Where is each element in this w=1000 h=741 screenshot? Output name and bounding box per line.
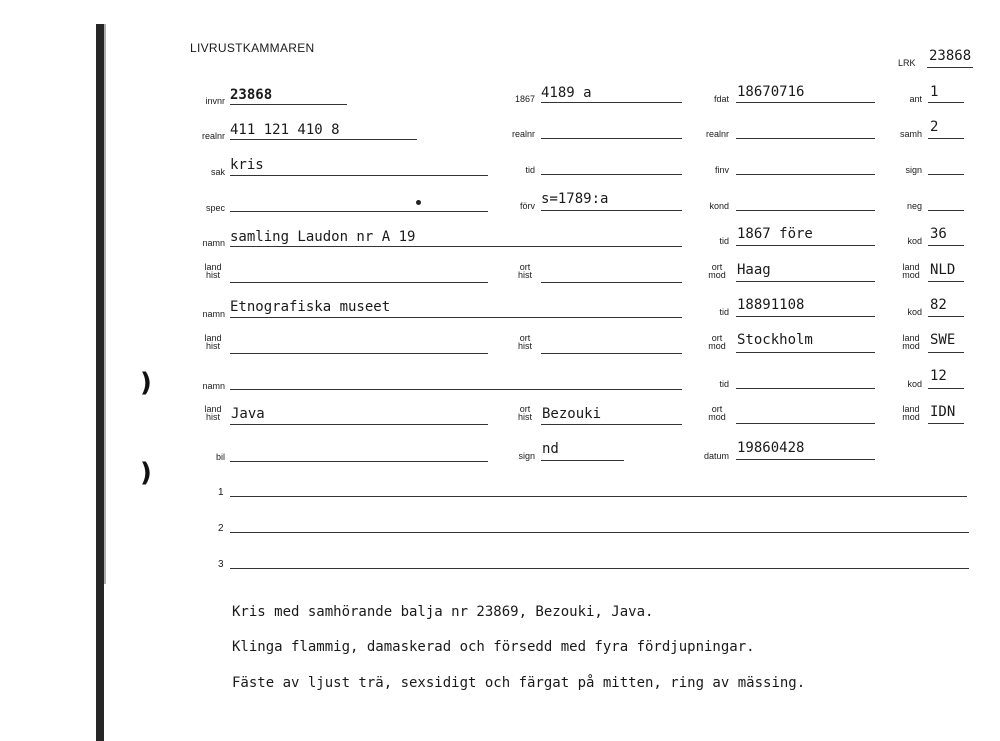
ort-mod3-label: ort mod bbox=[708, 404, 726, 422]
forv-value: s=1789:a bbox=[541, 191, 609, 207]
land-hist3-line bbox=[230, 424, 488, 425]
invnr-value: 23868 bbox=[230, 87, 273, 103]
ant-value: 1 bbox=[930, 84, 939, 100]
land-hist1-label: land hist bbox=[204, 262, 222, 280]
tid2-value: 18891108 bbox=[737, 297, 805, 313]
binder-edge bbox=[96, 24, 104, 741]
row-line-2 bbox=[230, 532, 969, 533]
tid1-label: tid bbox=[719, 236, 729, 246]
description-line: Klinga flammig, damaskerad och försedd med fyra fördjupningar. bbox=[232, 639, 755, 655]
tid1-value: 1867 före bbox=[737, 226, 813, 242]
land-hist1-line bbox=[230, 282, 488, 283]
neg-label: neg bbox=[906, 201, 922, 211]
lrk-value: 23868 bbox=[929, 48, 972, 64]
description-line: Fäste av ljust trä, sexsidigt och färgat på mitten, ring av mässing. bbox=[232, 675, 806, 691]
land-mod2-value: SWE bbox=[930, 332, 956, 348]
bil-label: bil bbox=[215, 452, 225, 462]
binder-shadow bbox=[104, 24, 106, 584]
ort-hist3-line bbox=[541, 424, 682, 425]
y1867-label: 1867 bbox=[514, 94, 535, 104]
spec-label: spec bbox=[205, 203, 225, 213]
fdat-value: 18670716 bbox=[737, 84, 805, 100]
sak-line bbox=[230, 175, 488, 176]
finv-label: finv bbox=[714, 165, 729, 175]
land-hist2-line bbox=[230, 353, 488, 354]
sign-value-label: sign bbox=[518, 451, 535, 461]
punch-hole-icon: ) bbox=[140, 368, 152, 398]
datum-label: datum bbox=[703, 451, 729, 461]
row-number-1: 1 bbox=[218, 487, 224, 498]
y1867-line bbox=[541, 102, 682, 103]
tid2-label: tid bbox=[719, 307, 729, 317]
lrk-line bbox=[927, 67, 973, 68]
land-mod3-line bbox=[928, 423, 964, 424]
ort-mod1-line bbox=[736, 281, 875, 282]
namn2-value: Etnografiska museet bbox=[230, 299, 391, 315]
ort-hist1-label: ort hist bbox=[517, 262, 532, 280]
y1867-value: 4189 a bbox=[541, 85, 592, 101]
tid-label: tid bbox=[525, 165, 535, 175]
ort-hist3-value: Bezouki bbox=[542, 406, 602, 422]
invnr-line bbox=[230, 104, 347, 105]
tid3-label: tid bbox=[719, 379, 729, 389]
land-mod2-line bbox=[928, 352, 964, 353]
ort-mod2-label: ort mod bbox=[708, 333, 726, 351]
ant-line bbox=[928, 102, 964, 103]
land-hist3-value: Java bbox=[231, 406, 265, 422]
kod1-line bbox=[928, 245, 964, 246]
sign-line bbox=[928, 174, 964, 175]
namn1-label: namn bbox=[202, 238, 225, 248]
realnr-value: 411 121 410 8 bbox=[230, 122, 340, 138]
kod3-line bbox=[928, 388, 964, 389]
kod1-label: kod bbox=[907, 236, 922, 246]
row-number-2: 2 bbox=[218, 523, 224, 534]
land-mod2-label: land mod bbox=[902, 333, 920, 351]
spec-line bbox=[230, 211, 488, 212]
land-mod1-value: NLD bbox=[930, 262, 956, 278]
namn3-label: namn bbox=[202, 381, 225, 391]
realnr2-label: realnr bbox=[511, 129, 535, 139]
row-line-3 bbox=[230, 568, 969, 569]
kond-label: kond bbox=[709, 201, 729, 211]
namn1-line bbox=[230, 246, 682, 247]
sak-value: kris bbox=[230, 157, 264, 173]
description-line: Kris med samhörande balja nr 23869, Bezouki, Java. bbox=[232, 604, 654, 620]
ort-mod2-line bbox=[736, 352, 875, 353]
sak-label: sak bbox=[210, 167, 225, 177]
fdat-line bbox=[736, 102, 875, 103]
sign-value-line bbox=[541, 460, 624, 461]
kod2-line bbox=[928, 316, 964, 317]
datum-value: 19860428 bbox=[737, 440, 805, 456]
ort-mod1-label: ort mod bbox=[708, 262, 726, 280]
kod1-value: 36 bbox=[930, 226, 947, 242]
kod2-label: kod bbox=[907, 307, 922, 317]
land-mod1-label: land mod bbox=[902, 262, 920, 280]
datum-line bbox=[736, 459, 875, 460]
realnr3-label: realnr bbox=[705, 129, 729, 139]
ort-mod3-line bbox=[736, 423, 875, 424]
ort-mod1-value: Haag bbox=[737, 262, 771, 278]
fdat-label: fdat bbox=[713, 94, 729, 104]
forv-line bbox=[541, 210, 682, 211]
sign-label: sign bbox=[905, 165, 922, 175]
ort-mod2-value: Stockholm bbox=[737, 332, 813, 348]
punch-hole-icon: ) bbox=[140, 458, 152, 488]
tid-line bbox=[541, 174, 682, 175]
institution-title: LIVRUSTKAMMAREN bbox=[190, 41, 315, 55]
tid2-line bbox=[736, 316, 875, 317]
neg-line bbox=[928, 210, 964, 211]
kod2-value: 82 bbox=[930, 297, 947, 313]
row-number-3: 3 bbox=[218, 559, 224, 570]
land-hist2-label: land hist bbox=[204, 333, 222, 351]
land-hist3-label: land hist bbox=[204, 404, 222, 422]
row-line-1 bbox=[230, 496, 967, 497]
kod3-label: kod bbox=[907, 379, 922, 389]
lrk-label: LRK bbox=[898, 58, 916, 68]
namn1-value: samling Laudon nr A 19 bbox=[230, 229, 416, 245]
tid1-line bbox=[736, 245, 875, 246]
bil-line bbox=[230, 461, 488, 462]
samh-label: samh bbox=[899, 129, 922, 139]
ort-hist2-label: ort hist bbox=[517, 333, 532, 351]
forv-label: förv bbox=[519, 201, 535, 211]
namn2-label: namn bbox=[202, 309, 225, 319]
ant-label: ant bbox=[909, 94, 922, 104]
realnr2-line bbox=[541, 138, 682, 139]
land-mod3-value: IDN bbox=[930, 404, 956, 420]
ort-hist2-line bbox=[541, 353, 682, 354]
samh-value: 2 bbox=[930, 119, 939, 135]
finv-line bbox=[736, 174, 875, 175]
namn3-line bbox=[230, 389, 682, 390]
invnr-label: invnr bbox=[205, 96, 225, 106]
realnr-label: realnr bbox=[201, 131, 225, 141]
sign-value: nd bbox=[542, 441, 559, 457]
samh-line bbox=[928, 138, 964, 139]
ort-hist3-label: ort hist bbox=[517, 404, 532, 422]
land-mod1-line bbox=[928, 281, 964, 282]
tid3-line bbox=[736, 388, 875, 389]
land-mod3-label: land mod bbox=[902, 404, 920, 422]
kond-line bbox=[736, 210, 875, 211]
realnr-line bbox=[230, 139, 417, 140]
realnr3-line bbox=[736, 138, 875, 139]
kod3-value: 12 bbox=[930, 368, 947, 384]
ink-dot bbox=[416, 200, 421, 205]
namn2-line bbox=[230, 317, 682, 318]
ort-hist1-line bbox=[541, 282, 682, 283]
